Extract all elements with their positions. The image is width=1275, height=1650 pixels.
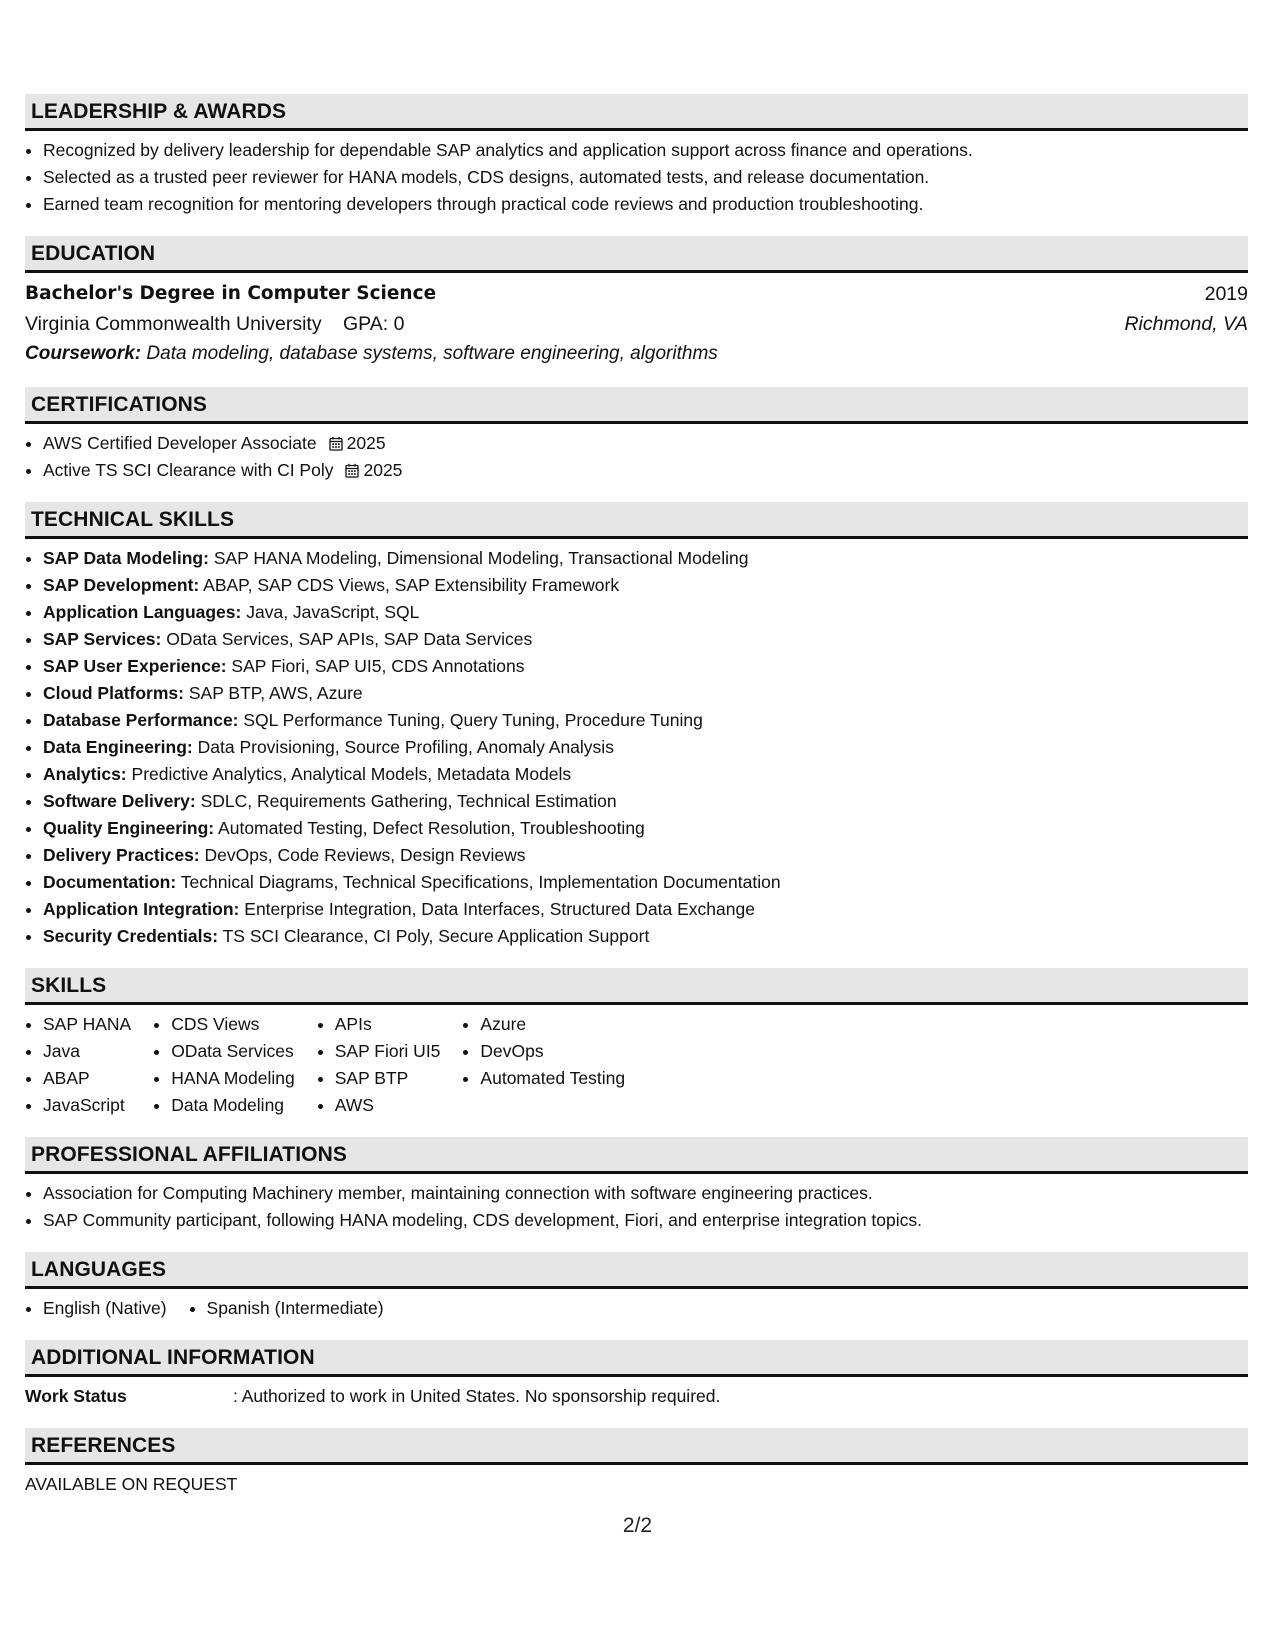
certifications-section <box>25 387 1248 484</box>
calendar-icon <box>345 463 359 478</box>
gpa: GPA: 0 <box>343 313 405 335</box>
school-location: Richmond, VA <box>1124 313 1248 335</box>
skills-column <box>153 1011 295 1119</box>
list-item <box>43 842 1248 869</box>
list-item: • SAP HANA <box>43 1011 131 1038</box>
languages-list <box>189 1295 384 1322</box>
list-item: • Data Modeling <box>171 1092 295 1119</box>
education-row <box>25 309 1248 339</box>
skill-values: Data Provisioning, Source Profiling, Anomaly Analysis <box>197 737 614 757</box>
skill-category: Data Engineering: <box>43 737 193 757</box>
list-item: • Selected as a trusted peer reviewer for HANA models, CDS designs, automated tests, and release documentation. <box>43 164 1248 191</box>
list-item <box>43 626 1248 653</box>
list-item: • Recognized by delivery leadership for dependable SAP analytics and application support across finance and operations. <box>43 137 1248 164</box>
section-heading: LANGUAGES <box>25 1252 1248 1289</box>
skill-category: Software Delivery: <box>43 791 196 811</box>
list-item <box>43 923 1248 950</box>
skill-values: TS SCI Clearance, CI Poly, Secure Application Support <box>222 926 650 946</box>
section-heading: CERTIFICATIONS <box>25 387 1248 424</box>
school-name: Virginia Commonwealth University <box>25 313 322 335</box>
list-item: • DevOps <box>480 1038 625 1065</box>
coursework-label: Coursework: <box>25 343 142 364</box>
skill-values: SQL Performance Tuning, Query Tuning, Procedure Tuning <box>243 710 703 730</box>
work-status-label: Work Status <box>25 1386 127 1406</box>
leadership-list <box>25 137 1248 218</box>
skill-values: Enterprise Integration, Data Interfaces, Structured Data Exchange <box>244 899 755 919</box>
section-heading: TECHNICAL SKILLS <box>25 502 1248 539</box>
list-item <box>43 896 1248 923</box>
list-item <box>43 680 1248 707</box>
languages-section <box>25 1252 1248 1322</box>
skill-category: Cloud Platforms: <box>43 683 184 703</box>
list-item <box>43 869 1248 896</box>
technical-skills-list <box>25 545 1248 950</box>
affiliations-list <box>25 1180 1248 1234</box>
skill-values: SDLC, Requirements Gathering, Technical Estimation <box>200 791 617 811</box>
education-row <box>25 279 1248 309</box>
list-item: • SAP BTP <box>335 1065 441 1092</box>
affiliations-section <box>25 1137 1248 1234</box>
skills-section <box>25 968 1248 1119</box>
skill-category: Documentation: <box>43 872 177 892</box>
skill-values: Java, JavaScript, SQL <box>246 602 420 622</box>
list-item <box>43 761 1248 788</box>
skill-values: ABAP, SAP CDS Views, SAP Extensibility Framework <box>203 575 620 595</box>
skill-category: Security Credentials: <box>43 926 219 946</box>
skill-category: Quality Engineering: <box>43 818 215 838</box>
skill-category: Application Integration: <box>43 899 240 919</box>
list-item <box>43 457 1248 484</box>
skill-values: SAP HANA Modeling, Dimensional Modeling, Transactional Modeling <box>213 548 749 568</box>
list-item: • Azure <box>480 1011 625 1038</box>
list-item: • Association for Computing Machinery member, maintaining connection with software engineering practices. <box>43 1180 1248 1207</box>
list-item: • Automated Testing <box>480 1065 625 1092</box>
degree: Bachelor's Degree in Computer Science <box>25 283 437 304</box>
skill-category: Application Languages: <box>43 602 242 622</box>
technical-skills-section <box>25 502 1248 950</box>
skill-values: Technical Diagrams, Technical Specifications, Implementation Documentation <box>180 872 781 892</box>
list-item: • ABAP <box>43 1065 131 1092</box>
list-item <box>43 572 1248 599</box>
coursework-value: Data modeling, database systems, software engineering, algorithms <box>146 343 718 364</box>
list-item: • Java <box>43 1038 131 1065</box>
work-status-value: : Authorized to work in United States. No sponsorship required. <box>233 1386 721 1406</box>
section-heading: SKILLS <box>25 968 1248 1005</box>
resume-page <box>25 94 1248 1516</box>
skills-column <box>317 1011 441 1119</box>
list-item: • APIs <box>335 1011 441 1038</box>
calendar-icon <box>329 436 343 451</box>
list-item <box>43 430 1248 457</box>
section-heading: PROFESSIONAL AFFILIATIONS <box>25 1137 1248 1174</box>
skill-category: SAP Services: <box>43 629 162 649</box>
list-item: • Earned team recognition for mentoring developers through practical code reviews and production troubleshooting. <box>43 191 1248 218</box>
certification-name: AWS Certified Developer Associate <box>43 433 317 453</box>
list-item <box>43 788 1248 815</box>
education-section <box>25 236 1248 369</box>
skill-category: Analytics: <box>43 764 127 784</box>
additional-row <box>25 1383 1248 1410</box>
page-number: 2/2 <box>622 1514 653 1537</box>
graduation-year: 2019 <box>1204 283 1248 305</box>
skills-column <box>25 1011 131 1119</box>
references-section <box>25 1428 1248 1498</box>
skill-values: Automated Testing, Defect Resolution, Troubleshooting <box>218 818 645 838</box>
additional-section <box>25 1340 1248 1410</box>
skill-category: SAP Development: <box>43 575 200 595</box>
skill-category: SAP Data Modeling: <box>43 548 209 568</box>
coursework <box>25 339 1248 369</box>
certification-year: 2025 <box>363 460 403 480</box>
skill-category: Delivery Practices: <box>43 845 200 865</box>
skill-category: SAP User Experience: <box>43 656 227 676</box>
skill-values: DevOps, Code Reviews, Design Reviews <box>204 845 526 865</box>
skill-values: Predictive Analytics, Analytical Models, Metadata Models <box>131 764 572 784</box>
list-item <box>43 545 1248 572</box>
skill-values: SAP Fiori, SAP UI5, CDS Annotations <box>231 656 525 676</box>
list-item <box>43 734 1248 761</box>
list-item: • OData Services <box>171 1038 295 1065</box>
section-heading: EDUCATION <box>25 236 1248 273</box>
skill-values: OData Services, SAP APIs, SAP Data Services <box>166 629 533 649</box>
skills-column <box>462 1011 625 1119</box>
certifications-list <box>25 430 1248 484</box>
certification-name: Active TS SCI Clearance with CI Poly <box>43 460 334 480</box>
list-item: • JavaScript <box>43 1092 131 1119</box>
list-item: • CDS Views <box>171 1011 295 1038</box>
list-item: • English (Native) <box>43 1295 167 1322</box>
list-item: • SAP Fiori UI5 <box>335 1038 441 1065</box>
leadership-section <box>25 94 1248 218</box>
list-item: • AWS <box>335 1092 441 1119</box>
list-item <box>43 707 1248 734</box>
list-item <box>43 653 1248 680</box>
skills-grid <box>25 1011 1248 1119</box>
section-heading: LEADERSHIP & AWARDS <box>25 94 1248 131</box>
certification-year: 2025 <box>346 433 386 453</box>
list-item: • Spanish (Intermediate) <box>207 1295 384 1322</box>
list-item: • HANA Modeling <box>171 1065 295 1092</box>
skill-category: Database Performance: <box>43 710 239 730</box>
list-item <box>43 599 1248 626</box>
section-heading: REFERENCES <box>25 1428 1248 1465</box>
skill-values: SAP BTP, AWS, Azure <box>188 683 363 703</box>
references-text: AVAILABLE ON REQUEST <box>25 1474 238 1494</box>
languages-list <box>25 1295 167 1322</box>
languages-row <box>25 1295 1248 1322</box>
section-heading: ADDITIONAL INFORMATION <box>25 1340 1248 1377</box>
list-item: • SAP Community participant, following HANA modeling, CDS development, Fiori, and enterprise integration topics. <box>43 1207 1248 1234</box>
list-item <box>43 815 1248 842</box>
